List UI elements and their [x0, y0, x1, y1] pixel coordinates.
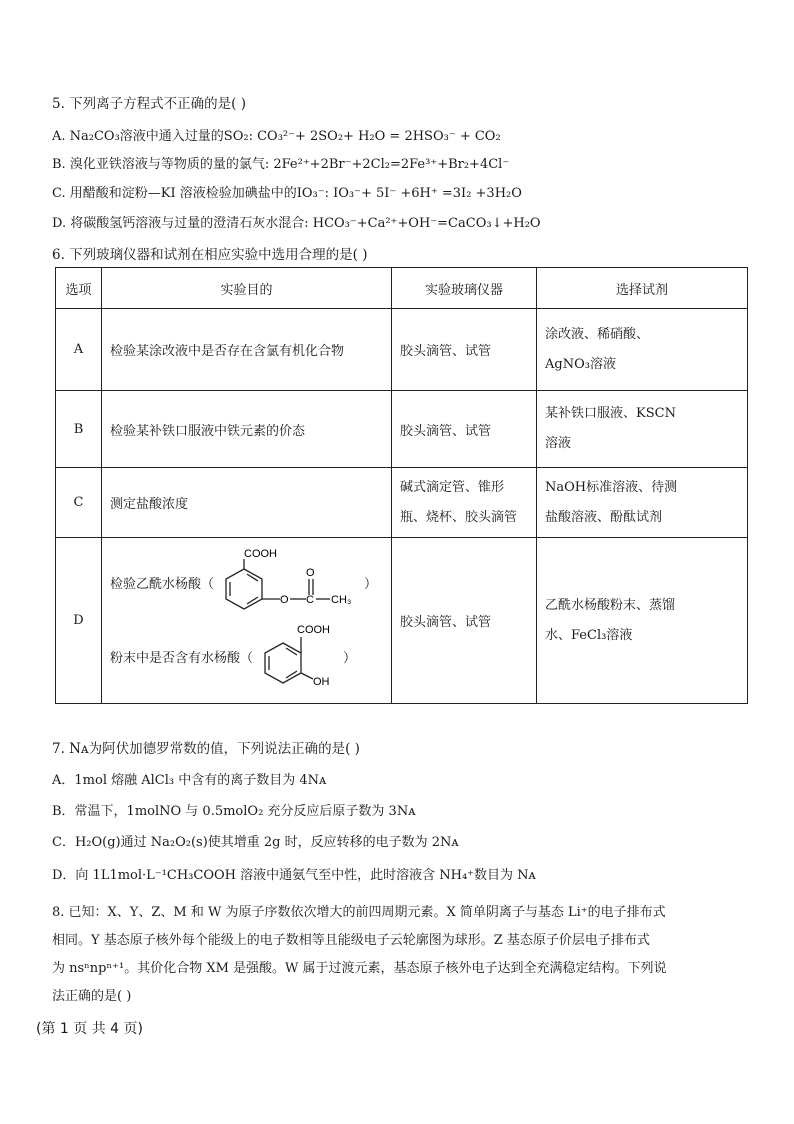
q7-stem: 7. Nᴀ为阿伏加德罗常数的值，下列说法正确的是( ) [52, 741, 360, 757]
mol2-cooh: COOH [297, 623, 331, 636]
row-reagent [537, 468, 748, 538]
table-row [56, 468, 748, 538]
reagent-line: 溶液 [545, 436, 572, 451]
purpose-line-2 [110, 619, 383, 695]
row-reagent [537, 538, 748, 704]
row-glassware [392, 391, 537, 468]
mol1-o-double: O [306, 566, 315, 579]
table-row [56, 538, 748, 704]
row-purpose: 检验某涂改液中是否存在含氯有机化合物 [102, 309, 392, 391]
q7-option-a: A．1mol 熔融 AlCl₃ 中含有的离子数目为 4Nᴀ [52, 773, 327, 788]
glass-line: 胶头滴管、试管 [400, 615, 492, 630]
mol1-c: C [306, 593, 314, 606]
purpose-text-1-end: ） [364, 577, 378, 592]
row-option: B [56, 391, 102, 468]
q5-option-d: D. 将碳酸氢钙溶液与过量的澄清石灰水混合: HCO₃⁻+Ca²⁺+OH⁻=CaCO₃↓+H₂O [52, 216, 541, 231]
row-option: C [56, 468, 102, 538]
row-purpose: 测定盐酸浓度 [102, 468, 392, 538]
q5-stem: 5. 下列离子方程式不正确的是( ) [52, 96, 246, 112]
q7-option-c: C．H₂O(g)通过 Na₂O₂(s)使其增重 2g 时，反应转移的电子数为 2Nᴀ [52, 835, 459, 850]
row-reagent [537, 391, 748, 468]
row-glassware [392, 468, 537, 538]
q6-stem: 6. 下列玻璃仪器和试剂在相应实验中选用合理的是( ) [52, 247, 368, 263]
q8-line: 相同。Y 基态原子核外每个能级上的电子数相等且能级电子云轮廓图为球形。Z 基态原子价层电子排布式 [52, 933, 650, 948]
q5-option-a: A. Na₂CO₃溶液中通入过量的SO₂: CO₃²⁻+ 2SO₂+ H₂O = 2HSO₃⁻ + CO₂ [52, 129, 501, 144]
reagent-line: 水、FeCl₃溶液 [545, 627, 633, 643]
header-glassware: 实验玻璃仪器 [392, 268, 537, 309]
header-purpose: 实验目的 [102, 268, 392, 309]
purpose-text-1: 检验乙酰水杨酸（ [110, 577, 215, 592]
q8-paragraph [52, 899, 752, 1011]
reagent-line: 乙酰水杨酸粉末、蒸馏 [545, 597, 676, 613]
reagent-line: 涂改液、稀硝酸、 [545, 326, 650, 342]
q5-option-b: B. 溴化亚铁溶液与等物质的量的氯气: 2Fe²⁺+2Br⁻+2Cl₂=2Fe³⁺+Br₂+4Cl⁻ [52, 157, 510, 172]
q5-option-c: C. 用醋酸和淀粉—KI 溶液检验加碘盐中的IO₃⁻: IO₃⁻+ 5I⁻ +6H⁺ =3I₂ +3H₂O [52, 186, 522, 201]
header-reagent: 选择试剂 [537, 268, 748, 309]
experiment-table [55, 267, 748, 704]
reagent-line: 某补铁口服液、KSCN [545, 406, 676, 421]
glass-line: 胶头滴管、试管 [400, 344, 492, 359]
table-row [56, 309, 748, 391]
row-glassware [392, 538, 537, 704]
mol2-oh: OH [313, 675, 330, 688]
reagent-line: AgNO₃溶液 [545, 356, 616, 372]
table-row [56, 391, 748, 468]
header-option: 选项 [56, 268, 102, 309]
q7-option-b: B．常温下，1molNO 与 0.5molO₂ 充分反应后原子数为 3Nᴀ [52, 804, 416, 819]
reagent-line: 盐酸溶液、酚酞试剂 [545, 509, 663, 525]
purpose-text-2: 粉末中是否含有水杨酸（ [110, 651, 254, 666]
glass-line: 瓶、烧杯、胶头滴管 [400, 509, 518, 525]
mol1-o: O [280, 593, 289, 606]
purpose-text-2-end: ） [343, 651, 357, 666]
row-glassware [392, 309, 537, 391]
acetylsalicylic-acid-structure [214, 547, 364, 619]
q8-line: 8. 已知：X、Y、Z、M 和 W 为原子序数依次增大的前四周期元素。X 简单阴离子与基态 Li⁺的电子排布式 [52, 905, 666, 920]
reagent-line: NaOH标准溶液、待测 [545, 479, 678, 495]
mol1-cooh: COOH [244, 547, 278, 560]
row-option: A [56, 309, 102, 391]
purpose-line-1 [110, 547, 383, 619]
q8-line: 为 nsⁿnpⁿ⁺¹。其价化合物 XM 是强酸。W 属于过渡元素，基态原子核外电子达到全充满稳定结构。下列说 [52, 961, 667, 976]
q8-line: 法正确的是( ) [52, 989, 132, 1004]
mol1-ch3: CH₃ [331, 593, 352, 606]
row-purpose: 检验某补铁口服液中铁元素的价态 [102, 391, 392, 468]
salicylic-acid-structure [253, 619, 343, 695]
row-purpose [102, 538, 392, 704]
q7-option-d: D．向 1L1mol·L⁻¹CH₃COOH 溶液中通氨气至中性，此时溶液含 NH₄⁺数目为 Nᴀ [52, 868, 536, 883]
glass-line: 碱式滴定管、锥形 [400, 479, 505, 495]
table-header-row [56, 268, 748, 309]
row-option: D [56, 538, 102, 704]
glass-line: 胶头滴管、试管 [400, 423, 492, 439]
row-reagent [537, 309, 748, 391]
page-footer: (第 1 页 共 4 页) [36, 1021, 143, 1037]
